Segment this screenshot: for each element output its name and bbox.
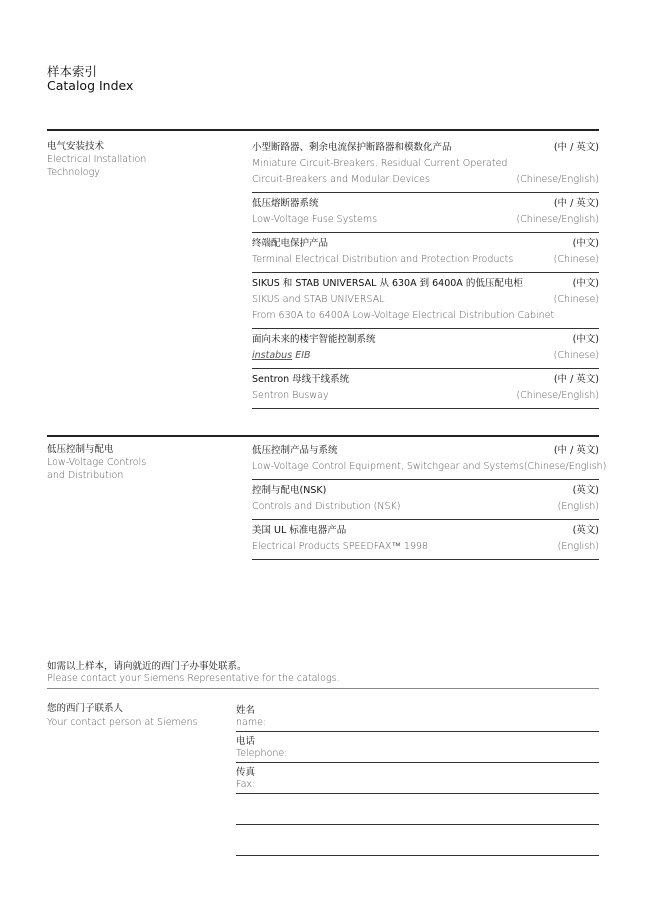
catalog-item-row xyxy=(252,156,599,172)
field-label-cn: 姓名 xyxy=(236,705,256,716)
catalog-item-language: (English) xyxy=(557,501,599,512)
catalog-item-language: (Chinese) xyxy=(553,294,599,305)
field-label-en: name: xyxy=(236,717,267,728)
catalog-item-language: (Chinese/English) xyxy=(523,461,607,472)
catalog-item-language: (中文) xyxy=(572,334,599,345)
catalog-item-language: (Chinese/English) xyxy=(516,390,599,401)
field-label-cn: 传真 xyxy=(236,767,256,778)
catalog-item-language: (英文) xyxy=(572,485,599,496)
name-field[interactable] xyxy=(236,701,599,732)
catalog-item-row xyxy=(252,196,599,212)
catalog-title-cn: 样本索引 xyxy=(47,64,98,79)
catalog-item-row xyxy=(252,388,599,404)
catalog-list xyxy=(252,137,599,409)
catalog-item-row xyxy=(252,348,599,364)
contact-person-en: Your contact person at Siemens xyxy=(47,717,198,728)
catalog-item-language: (Chinese) xyxy=(553,350,599,361)
catalog-item-language: (Chinese) xyxy=(553,254,599,265)
catalog-item-title: 美国 UL 标准电器产品 xyxy=(252,525,347,536)
catalog-item-row xyxy=(252,252,599,268)
catalog-item-title: 控制与配电(NSK) xyxy=(252,485,327,496)
section-heading xyxy=(47,140,227,179)
catalog-title-en: Catalog Index xyxy=(47,78,134,93)
catalog-item xyxy=(252,329,599,369)
section-heading-en-line: Low-Voltage Controls xyxy=(47,457,147,468)
section-heading-cn: 电气安装技术 xyxy=(47,141,105,152)
catalog-item-row xyxy=(252,499,599,515)
section-divider xyxy=(47,129,599,131)
catalog-item-title: 低压熔断器系统 xyxy=(252,198,319,209)
catalog-item-language: (英文) xyxy=(572,525,599,536)
contact-person-label xyxy=(47,702,198,730)
catalog-item-row xyxy=(252,212,599,228)
section-heading-en-line: Electrical Installation xyxy=(47,154,147,165)
catalog-item-title: 终端配电保护产品 xyxy=(252,238,329,249)
catalog-item-language: (中 / 英文) xyxy=(553,445,599,456)
catalog-item xyxy=(252,520,599,560)
catalog-list xyxy=(252,440,607,560)
catalog-item-title: instabus EIB xyxy=(252,350,311,361)
telephone-field[interactable] xyxy=(236,732,599,763)
catalog-item xyxy=(252,369,599,409)
section-heading-en-line: Technology xyxy=(47,167,100,178)
catalog-item-row xyxy=(252,483,599,499)
catalog-item-title: SIKUS 和 STAB UNIVERSAL 从 630A 到 6400A 的低压配电柜 xyxy=(252,278,523,289)
catalog-item xyxy=(252,480,599,520)
catalog-item-language: (中 / 英文) xyxy=(553,374,599,385)
catalog-item-row xyxy=(252,332,599,348)
catalog-item xyxy=(252,440,607,480)
contact-request-en: Please contact your Siemens Representative for the catalogs. xyxy=(47,673,340,684)
catalog-item-language: (中 / 英文) xyxy=(553,198,599,209)
field-label-en: Fax: xyxy=(236,779,256,790)
catalog-item-title: Controls and Distribution (NSK) xyxy=(252,501,401,512)
catalog-item xyxy=(252,233,599,273)
catalog-item-title: Miniature Circuit-Breakers, Residual Current Operated xyxy=(252,158,508,169)
catalog-item-row xyxy=(252,523,599,539)
catalog-item-title: 低压控制产品与系统 xyxy=(252,445,338,456)
catalog-item-title: SIKUS and STAB UNIVERSAL xyxy=(252,294,385,305)
section-heading xyxy=(47,443,227,482)
catalog-item-row xyxy=(252,236,599,252)
catalog-item-row xyxy=(252,292,599,308)
catalog-item-title: Low-Voltage Fuse Systems xyxy=(252,214,378,225)
blank-field[interactable] xyxy=(236,825,599,856)
contact-fields xyxy=(236,701,599,856)
catalog-item-title: Electrical Products SPEEDFAX™ 1998 xyxy=(252,541,429,552)
catalog-item-language: (Chinese/English) xyxy=(516,174,599,185)
contact-request-cn: 如需以上样本，请向就近的西门子办事处联系。 xyxy=(47,661,247,672)
catalog-item-language: (中文) xyxy=(572,278,599,289)
field-label-cn: 电话 xyxy=(236,736,256,747)
catalog-item xyxy=(252,193,599,233)
catalog-item-title: Low-Voltage Control Equipment, Switchgear and Systems xyxy=(252,461,524,472)
catalog-item-row xyxy=(252,539,599,555)
section-heading-en-line: and Distribution xyxy=(47,470,124,481)
catalog-item-row xyxy=(252,308,599,324)
catalog-item-title: Terminal Electrical Distribution and Protection Products xyxy=(252,254,514,265)
catalog-item-title: 面向未来的楼宇智能控制系统 xyxy=(252,334,376,345)
blank-field[interactable] xyxy=(236,794,599,825)
section-heading-cn: 低压控制与配电 xyxy=(47,444,114,455)
instabus-brand: instabus xyxy=(252,350,293,361)
catalog-item-language: (中文) xyxy=(572,238,599,249)
catalog-item-language: (English) xyxy=(557,541,599,552)
catalog-item-title: Sentron 母线干线系统 xyxy=(252,374,350,385)
section-divider xyxy=(47,435,599,437)
catalog-item-language: (中 / 英文) xyxy=(553,142,599,153)
catalog-item-row xyxy=(252,172,599,188)
catalog-item-title: From 630A to 6400A Low-Voltage Electrical Distribution Cabinet xyxy=(252,310,555,321)
catalog-item xyxy=(252,273,599,329)
catalog-item-title: 小型断路器、剩余电流保护断路器和模数化产品 xyxy=(252,142,452,153)
catalog-item-row xyxy=(252,140,599,156)
catalog-item xyxy=(252,137,599,193)
catalog-item-row xyxy=(252,372,599,388)
catalog-item-row xyxy=(252,443,599,459)
catalog-item-row xyxy=(252,276,599,292)
field-label-en: Telephone: xyxy=(236,748,288,759)
fax-field[interactable] xyxy=(236,763,599,794)
catalog-item-row xyxy=(252,459,607,475)
catalog-item-language: (Chinese/English) xyxy=(516,214,599,225)
contact-person-cn: 您的西门子联系人 xyxy=(47,703,124,714)
catalog-item-title: Circuit-Breakers and Modular Devices xyxy=(252,174,430,185)
section-divider xyxy=(47,688,599,689)
catalog-item-title: Sentron Busway xyxy=(252,390,329,401)
